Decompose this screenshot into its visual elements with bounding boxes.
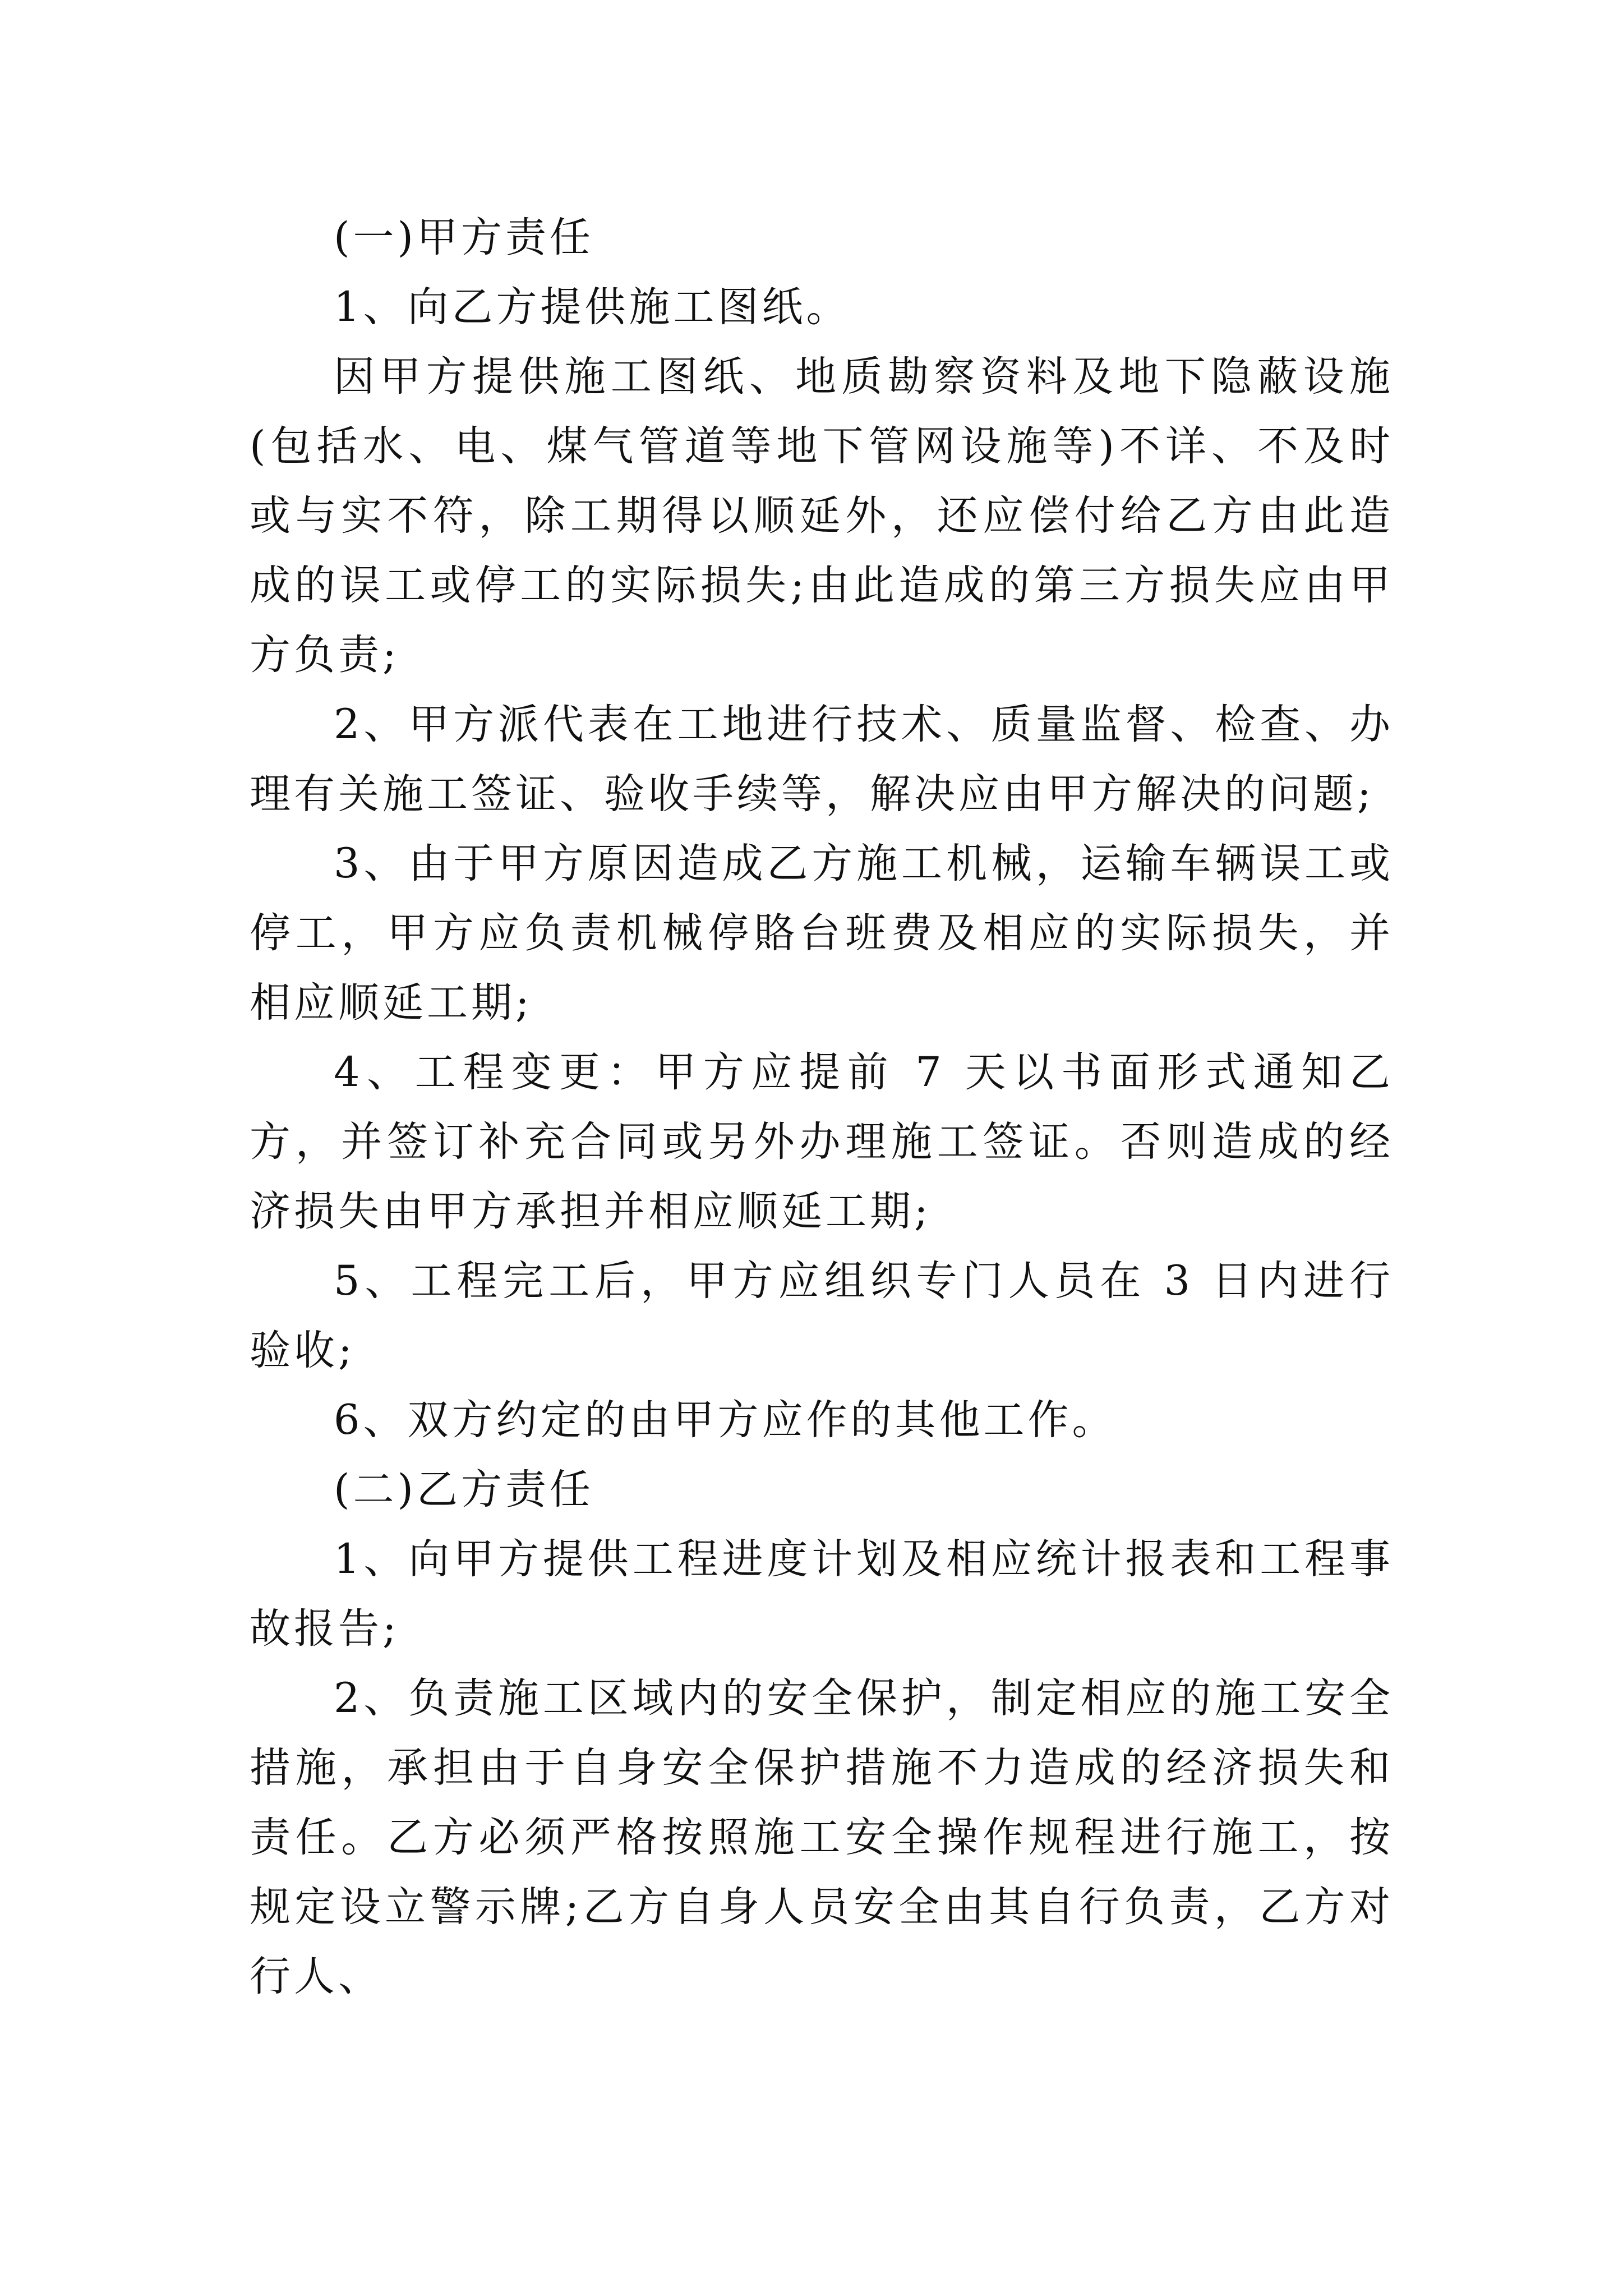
document-body xyxy=(250,203,1394,2012)
paragraph-a3: 3、由于甲方原因造成乙方施工机械，运输车辆误工或停工，甲方应负责机械停賂台班费及相应的实际损失，并相应顺延工期; xyxy=(250,840,1394,1027)
section-heading-party-b: (二)乙方责任 xyxy=(334,1466,594,1513)
paragraph-a5: 5、工程完工后，甲方应组织专门人员在 3 日内进行验收; xyxy=(250,1257,1394,1374)
paragraph-a6: 6、双方约定的由甲方应作的其他工作。 xyxy=(334,1396,1117,1444)
paragraph-a2: 2、甲方派代表在工地进行技术、质量监督、检查、办理有关施工签证、验收手续等，解决应由甲方解决的问题; xyxy=(250,701,1394,818)
paragraph-b1: 1、向甲方提供工程进度计划及相应统计报表和工程事故报告; xyxy=(250,1535,1394,1653)
paragraph-a4: 4、工程变更：甲方应提前 7 天以书面形式通知乙方，并签订补充合同或另外办理施工签证。否则造成的经济损失由甲方承担并相应顺延工期; xyxy=(250,1048,1394,1235)
paragraph-a1-detail: 因甲方提供施工图纸、地质勘察资料及地下隐蔽设施(包括水、电、煤气管道等地下管网设施等)不详、不及时或与实不符，除工期得以顺延外，还应偿付给乙方由此造成的误工或停工的实际损失;由此造成的第三方损失应由甲方负责; xyxy=(250,353,1394,679)
section-heading-party-a: (一)甲方责任 xyxy=(334,214,594,261)
paragraph-a1: 1、向乙方提供施工图纸。 xyxy=(334,283,851,331)
paragraph-b2: 2、负责施工区域内的安全保护，制定相应的施工安全措施，承担由于自身安全保护措施不力造成的经济损失和责任。乙方必须严格按照施工安全操作规程进行施工，按规定设立警示牌;乙方自身人员安全由其自行负责，乙方对行人、 xyxy=(250,1674,1394,2000)
